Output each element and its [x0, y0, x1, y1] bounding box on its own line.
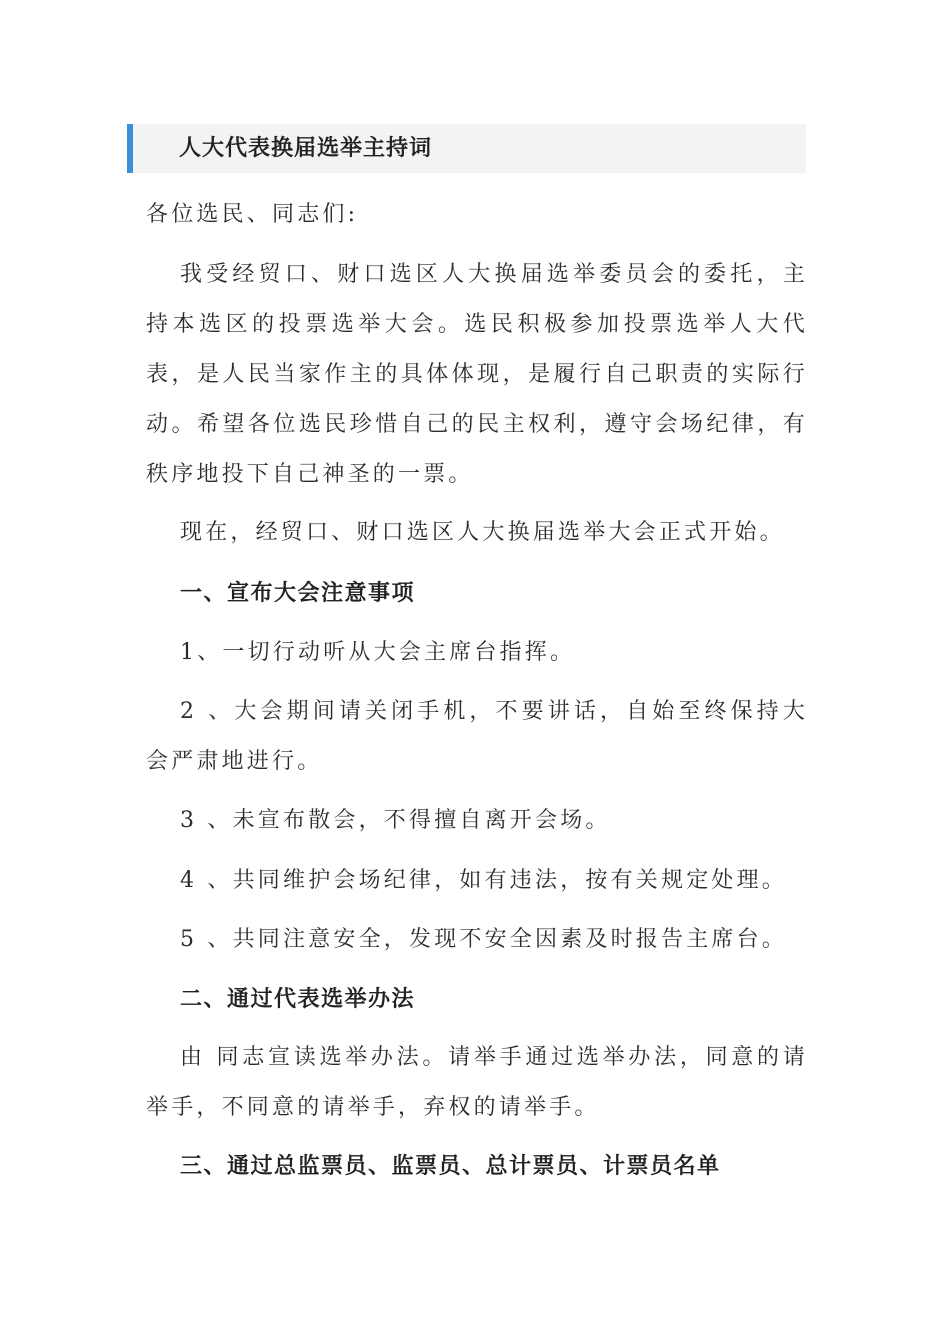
section2-paragraph: 由 同志宣读选举办法。请举手通过选举办法，同意的请举手，不同意的请举手，弃权的请举手。 — [146, 1045, 808, 1120]
opening-statement: 现在，经贸口、财口选区人大换届选举大会正式开始。 — [180, 520, 785, 545]
intro-paragraph: 我受经贸口、财口选区人大换届选举委员会的委托，主持本选区的投票选举大会。选民积极参加投票选举人大代表，是人民当家作主的具体体现，是履行自己职责的实际行动。希望各位选民珍惜自己的民主权利，遵守会场纪律，有秩序地投下自己神圣的一票。 — [146, 262, 808, 487]
section1-item-3: 3 、未宣布散会，不得擅自离开会场。 — [180, 808, 611, 833]
section1-item-5: 5 、共同注意安全，发现不安全因素及时报告主席台。 — [180, 927, 787, 952]
title-banner — [127, 124, 806, 173]
section3-heading: 三、通过总监票员、监票员、总计票员、计票员名单 — [180, 1153, 721, 1179]
section1-item-2: 2 、大会期间请关闭手机，不要讲话，自始至终保持大会严肃地进行。 — [146, 699, 808, 774]
section1-item-1: 1、一切行动听从大会主席台指挥。 — [180, 640, 576, 665]
section1-heading: 一、宣布大会注意事项 — [180, 580, 416, 606]
title-accent-bar — [127, 124, 133, 173]
document-title: 人大代表换届选举主持词 — [179, 135, 433, 161]
section1-item-4: 4 、共同维护会场纪律，如有违法，按有关规定处理。 — [180, 868, 787, 893]
section2-heading: 二、通过代表选举办法 — [180, 986, 416, 1012]
salutation: 各位选民、同志们: — [146, 202, 359, 227]
